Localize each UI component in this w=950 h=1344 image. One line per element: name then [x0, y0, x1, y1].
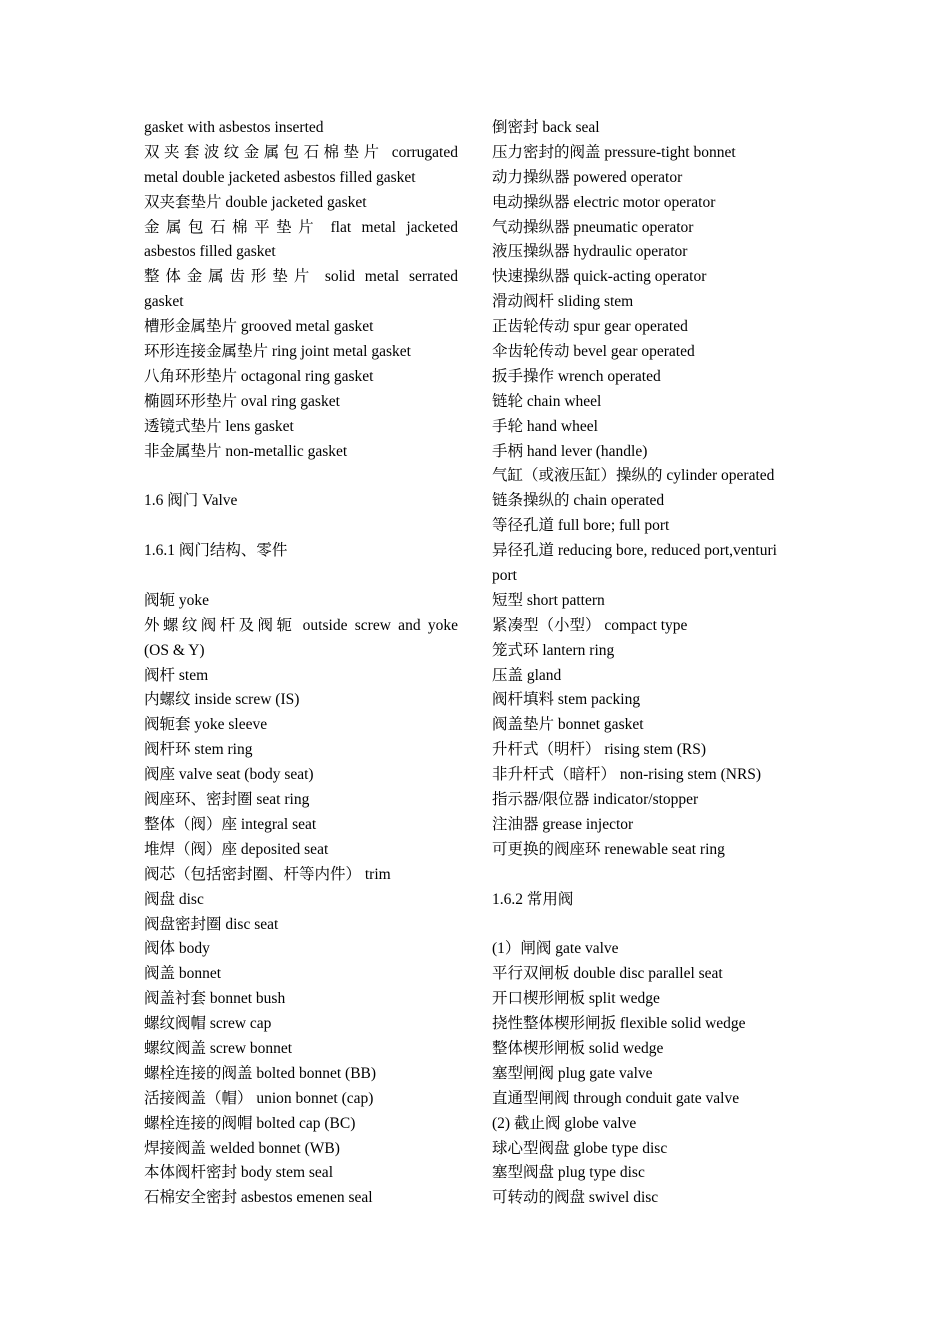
glossary-line: 手柄 hand lever (handle)	[492, 442, 648, 460]
glossary-line: 升杆式（明杆） rising stem (RS)	[492, 741, 706, 759]
glossary-line: 快速操纵器 quick-acting operator	[492, 268, 707, 286]
glossary-line: 笼式环 lantern ring	[492, 641, 615, 659]
glossary-line: 双夹套垫片 double jacketed gasket	[144, 193, 367, 211]
glossary-line: 1.6.2 常用阀	[492, 890, 574, 908]
glossary-line: 手轮 hand wheel	[492, 417, 598, 435]
glossary-line: 伞齿轮传动 bevel gear operated	[492, 343, 695, 361]
glossary-line: 整体（阀）座 integral seat	[144, 815, 317, 833]
glossary-line: 指示器/限位器 indicator/stopper	[492, 791, 699, 809]
glossary-line: 链轮 chain wheel	[492, 392, 602, 410]
glossary-line: 阀盖衬套 bonnet bush	[144, 990, 286, 1008]
glossary-line: 外螺纹阀杆及阀轭 outside screw and yoke	[144, 616, 458, 634]
glossary-line: 开口楔形闸板 split wedge	[492, 990, 660, 1008]
glossary-line: 阀盘密封圈 disc seat	[144, 915, 279, 933]
glossary-line: 阀座 valve seat (body seat)	[144, 766, 314, 784]
glossary-line: 槽形金属垫片 grooved metal gasket	[144, 318, 374, 336]
glossary-line: 液压操纵器 hydraulic operator	[492, 243, 688, 261]
glossary-line: 可更换的阀座环 renewable seat ring	[492, 840, 725, 858]
blank-line	[144, 564, 458, 589]
glossary-line: (OS & Y)	[144, 641, 205, 659]
glossary-line: 注油器 grease injector	[492, 815, 634, 833]
glossary-line: 金属包石棉平垫片 flat metal jacketed	[144, 218, 458, 236]
glossary-line: 透镜式垫片 lens gasket	[144, 417, 294, 435]
glossary-line: 阀杆 stem	[144, 666, 209, 684]
glossary-line: 正齿轮传动 spur gear operated	[492, 318, 688, 336]
glossary-line: 1.6.1 阀门结构、零件	[144, 542, 288, 560]
left-column	[144, 116, 458, 1211]
glossary-line: 阀体 body	[144, 940, 210, 958]
glossary-line: 短型 short pattern	[492, 591, 605, 609]
glossary-line: 阀轭 yoke	[144, 591, 210, 609]
glossary-line: (1）闸阀 gate valve	[492, 940, 619, 958]
glossary-line: 挠性整体楔形闸扳 flexible solid wedge	[492, 1015, 746, 1033]
glossary-line: 阀盖垫片 bonnet gasket	[492, 716, 644, 734]
glossary-line: 堆焊（阀）座 deposited seat	[144, 840, 329, 858]
glossary-line: 螺栓连接的阀帽 bolted cap (BC)	[144, 1114, 356, 1132]
glossary-line: 等径孔道 full bore; full port	[492, 517, 670, 535]
glossary-line: 动力操纵器 powered operator	[492, 168, 683, 186]
glossary-line: 螺纹阀帽 screw cap	[144, 1015, 272, 1033]
glossary-line: 阀盘 disc	[144, 890, 204, 908]
glossary-line: 阀杆环 stem ring	[144, 741, 253, 759]
glossary-line: 链条操纵的 chain operated	[492, 492, 665, 510]
glossary-line: 1.6 阀门 Valve	[144, 492, 238, 510]
glossary-line: 球心型阀盘 globe type disc	[492, 1139, 668, 1157]
glossary-line: 整体楔形闸板 solid wedge	[492, 1039, 664, 1057]
glossary-line: 可转动的阀盘 swivel disc	[492, 1189, 659, 1207]
glossary-line: 直通型闸阀 through conduit gate valve	[492, 1089, 740, 1107]
glossary-line: 紧凑型（小型） compact type	[492, 616, 688, 634]
glossary-line: 压力密封的阀盖 pressure-tight bonnet	[492, 143, 736, 161]
right-column	[492, 116, 808, 1211]
glossary-line: 内螺纹 inside screw (IS)	[144, 691, 300, 709]
glossary-line: 阀轭套 yoke sleeve	[144, 716, 268, 734]
glossary-line: 平行双闸板 double disc parallel seat	[492, 965, 723, 983]
blank-line	[492, 913, 808, 938]
glossary-line: 阀芯（包括密封圈、杆等内件） trim	[144, 865, 391, 883]
glossary-line: 双夹套波纹金属包石棉垫片 corrugated	[144, 143, 458, 161]
blank-line	[144, 464, 458, 489]
glossary-line: 气动操纵器 pneumatic operator	[492, 218, 694, 236]
glossary-line: gasket	[144, 293, 184, 311]
glossary-line: 扳手操作 wrench operated	[492, 367, 661, 385]
glossary-line: 压盖 gland	[492, 666, 562, 684]
glossary-line: 阀座环、密封圈 seat ring	[144, 791, 310, 809]
glossary-line: 阀盖 bonnet	[144, 965, 222, 983]
glossary-line: 塞型阀盘 plug type disc	[492, 1164, 645, 1182]
glossary-line: 整体金属齿形垫片 solid metal serrated	[144, 268, 458, 286]
glossary-line: 螺纹阀盖 screw bonnet	[144, 1039, 293, 1057]
glossary-line: 活接阀盖（帽） union bonnet (cap)	[144, 1089, 374, 1107]
glossary-line: 椭圆环形垫片 oval ring gasket	[144, 392, 340, 410]
glossary-line: (2) 截止阀 globe valve	[492, 1114, 637, 1132]
glossary-line: 本体阀杆密封 body stem seal	[144, 1164, 333, 1182]
glossary-line: 异径孔道 reducing bore, reduced port,venturi	[492, 542, 777, 560]
blank-line	[144, 514, 458, 539]
glossary-line: port	[492, 567, 517, 585]
glossary-line: gasket with asbestos inserted	[144, 119, 324, 136]
glossary-line: metal double jacketed asbestos filled gasket	[144, 168, 416, 186]
glossary-line: 环形连接金属垫片 ring joint metal gasket	[144, 343, 411, 361]
glossary-line: 塞型闸阀 plug gate valve	[492, 1064, 653, 1082]
glossary-line: 阀杆填料 stem packing	[492, 691, 641, 709]
glossary-line: 滑动阀杆 sliding stem	[492, 293, 634, 311]
glossary-line: 石棉安全密封 asbestos emenen seal	[144, 1189, 373, 1207]
glossary-line: asbestos filled gasket	[144, 243, 276, 261]
glossary-line: 非升杆式（暗杆） non-rising stem (NRS)	[492, 766, 762, 784]
glossary-line: 非金属垫片 non-metallic gasket	[144, 442, 348, 460]
glossary-line: 倒密封 back seal	[492, 119, 600, 136]
glossary-line: 螺栓连接的阀盖 bolted bonnet (BB)	[144, 1064, 377, 1082]
glossary-line: 八角环形垫片 octagonal ring gasket	[144, 367, 374, 385]
glossary-line: 电动操纵器 electric motor operator	[492, 193, 716, 211]
glossary-line: 焊接阀盖 welded bonnet (WB)	[144, 1139, 340, 1157]
blank-line	[492, 863, 808, 888]
glossary-line: 气缸（或液压缸）操纵的 cylinder operated	[492, 467, 775, 485]
